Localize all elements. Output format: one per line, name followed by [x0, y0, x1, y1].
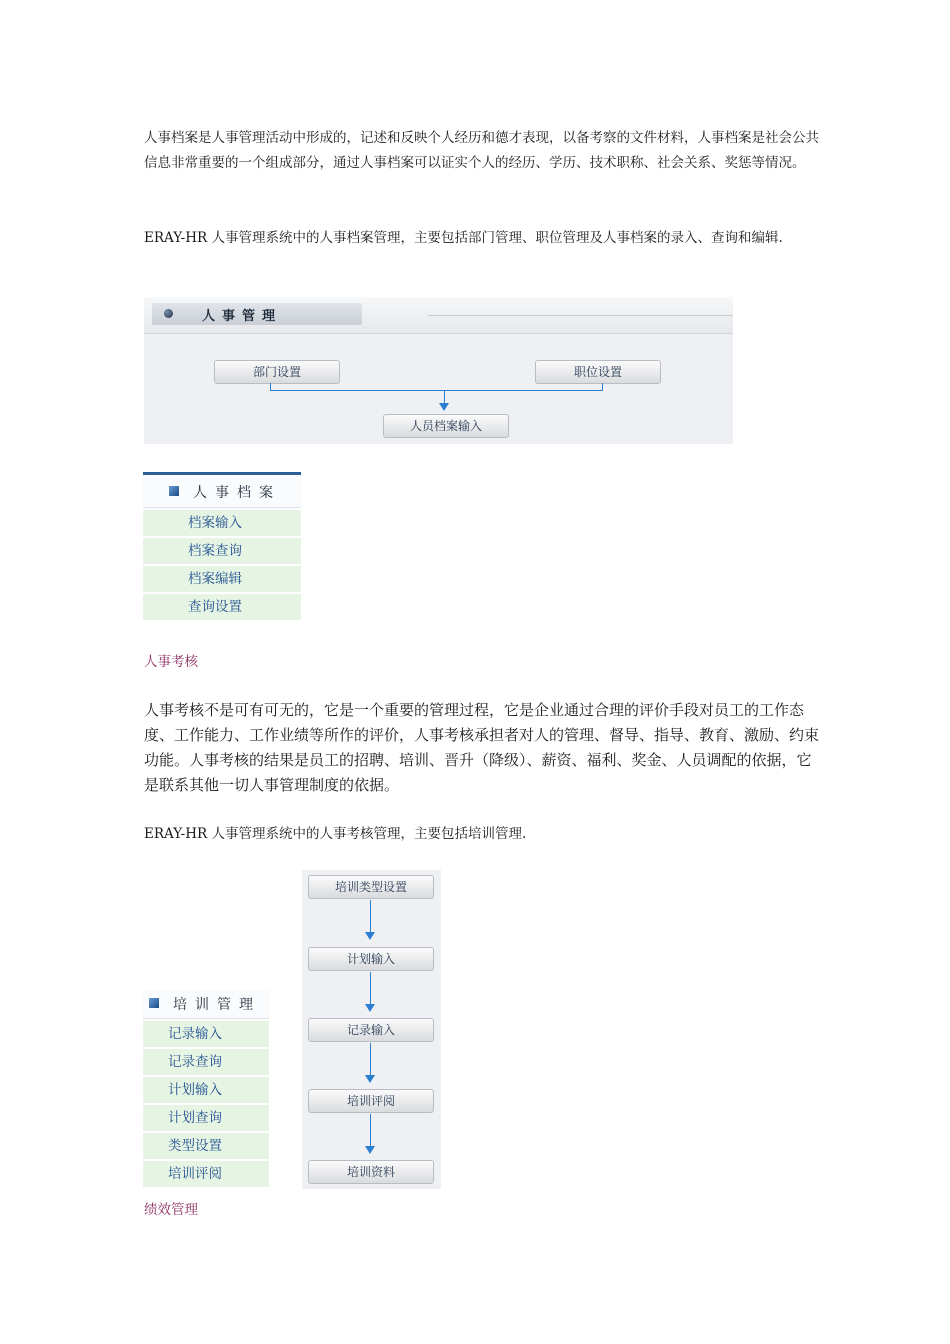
plan-input-button[interactable]: 计划输入 — [308, 947, 434, 971]
menu-item-training-review[interactable]: 培训评阅 — [143, 1161, 269, 1187]
connector-right — [602, 383, 603, 390]
menu-item-record-input[interactable]: 记录输入 — [143, 1021, 269, 1047]
paragraph-archive-intro: 人事档案是人事管理活动中形成的，记述和反映个人经历和德才表现，以备考察的文件材料，人事档案是社会公共信息非常重要的一个组成部分，通过人事档案可以证实个人的经历、学历、技术职称、社会关系、奖惩等情况。 — [144, 130, 819, 171]
paragraph-archive-system: ERAY-HR 人事管理系统中的人事档案管理，主要包括部门管理、职位管理及人事档案的录入、查询和编辑. — [144, 230, 783, 246]
flow-connector — [370, 972, 371, 1004]
connector-left — [270, 383, 271, 390]
menu-item-record-query[interactable]: 记录查询 — [143, 1049, 269, 1075]
menu-item-archive-edit[interactable]: 档案编辑 — [143, 566, 301, 592]
arrow-down-icon — [365, 932, 375, 940]
record-input-button[interactable]: 记录输入 — [308, 1018, 434, 1042]
paragraph-appraisal-system: ERAY-HR 人事管理系统中的人事考核管理，主要包括培训管理. — [144, 826, 527, 842]
flow-connector — [370, 900, 371, 932]
archive-menu-header — [143, 472, 301, 508]
flow-connector — [370, 1114, 371, 1146]
heading-performance-management: 绩效管理 — [144, 1202, 198, 1218]
department-settings-button[interactable]: 部门设置 — [214, 360, 340, 384]
paragraph-appraisal-intro: 人事考核不是可有可无的，它是一个重要的管理过程，它是企业通过合理的评价手段对员工的工作态度、工作能力、工作业绩等所作的评价，人事考核承担者对人的管理、督导、指导、教育、激励、约束功能。人事考核的结果是员工的招聘、培训、晋升（降级）、薪资、福利、奖金、人员调配的依据，它是联系其他一切人事管理制度的依据。 — [144, 701, 820, 794]
header-divider — [428, 315, 733, 316]
training-flow-figure — [302, 870, 441, 1189]
arrow-down-icon — [365, 1075, 375, 1083]
archive-input-button[interactable]: 人员档案输入 — [383, 414, 509, 438]
archive-menu — [143, 472, 301, 620]
menu-item-plan-query[interactable]: 计划查询 — [143, 1105, 269, 1131]
connector-horizontal — [270, 390, 603, 391]
arrow-down-icon — [439, 403, 449, 411]
training-menu-title: 培训管理 — [173, 997, 261, 1013]
menu-square-icon — [169, 486, 179, 496]
personnel-management-figure — [144, 297, 733, 444]
training-menu-header — [143, 990, 269, 1019]
menu-square-icon — [149, 998, 159, 1008]
tab-title: 人事管理 — [202, 309, 283, 324]
training-type-settings-button[interactable]: 培训类型设置 — [308, 875, 434, 899]
training-menu — [143, 990, 269, 1187]
arrow-down-icon — [365, 1004, 375, 1012]
archive-menu-title: 人事档案 — [193, 485, 281, 501]
position-settings-button[interactable]: 职位设置 — [535, 360, 661, 384]
personnel-management-tab — [152, 303, 362, 325]
menu-item-plan-input[interactable]: 计划输入 — [143, 1077, 269, 1103]
connector-down — [444, 390, 445, 404]
menu-item-archive-query[interactable]: 档案查询 — [143, 538, 301, 564]
menu-item-archive-input[interactable]: 档案输入 — [143, 510, 301, 536]
arrow-down-icon — [365, 1146, 375, 1154]
bullet-icon — [164, 309, 173, 318]
training-review-button[interactable]: 培训评阅 — [308, 1089, 434, 1113]
menu-item-type-settings[interactable]: 类型设置 — [143, 1133, 269, 1159]
training-materials-button[interactable]: 培训资料 — [308, 1160, 434, 1184]
flow-connector — [370, 1043, 371, 1075]
heading-personnel-appraisal: 人事考核 — [144, 654, 198, 670]
menu-item-query-settings[interactable]: 查询设置 — [143, 594, 301, 620]
